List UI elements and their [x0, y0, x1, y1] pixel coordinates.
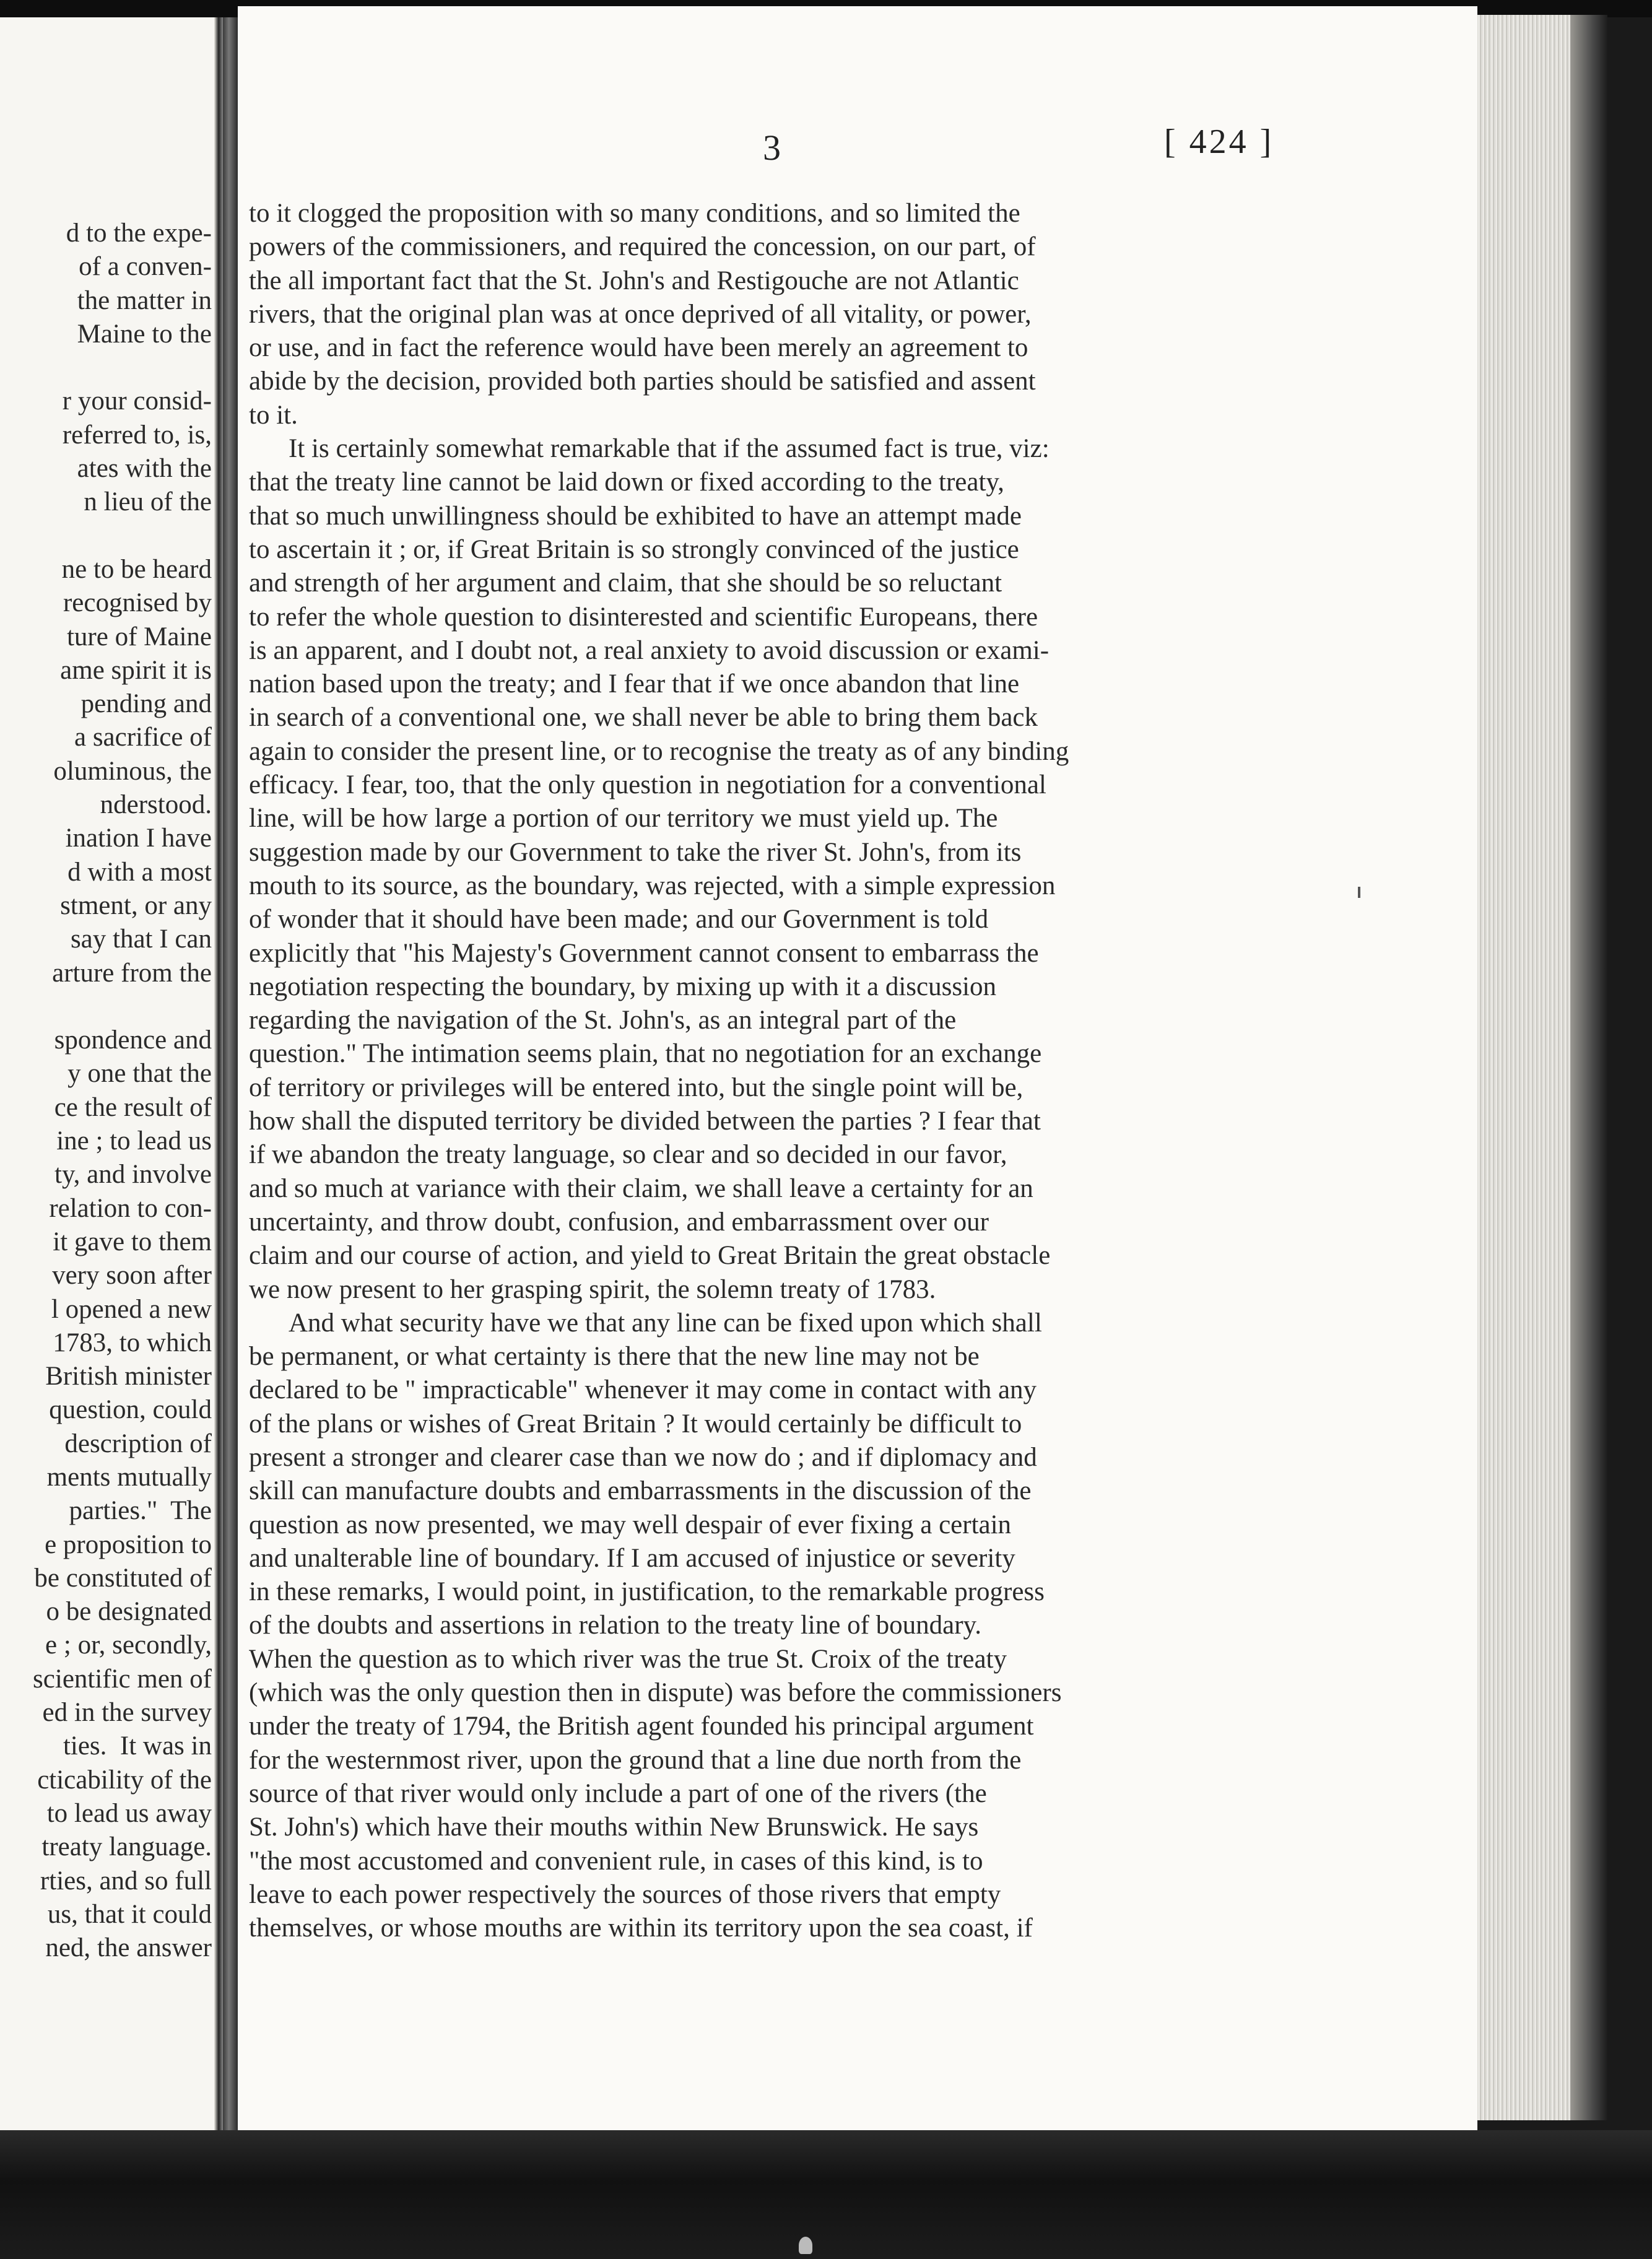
text-line: suggestion made by our Government to take the river St. John's, from its	[249, 837, 1022, 867]
left-page-line: oluminous, the	[53, 756, 212, 786]
text-line: mouth to its source, as the boundary, was rejected, with a simple expression	[249, 871, 1056, 900]
left-page-line: ne to be heard	[61, 554, 212, 584]
text-line: we now present to her grasping spirit, the solemn treaty of 1783.	[249, 1274, 936, 1304]
text-line: the all important fact that the St. John's and Restigouche are not Atlantic	[249, 266, 1019, 295]
text-line: of the doubts and assertions in relation to the treaty line of boundary.	[249, 1611, 982, 1640]
text-line: explicitly that "his Majesty's Government cannot consent to embarrass the	[249, 938, 1039, 968]
left-page-line: cticability of the	[37, 1765, 212, 1795]
text-line: under the treaty of 1794, the British agent founded his principal argument	[249, 1712, 1034, 1741]
left-page-line: ed in the survey	[42, 1698, 212, 1728]
left-page-line: question, could	[42, 1395, 212, 1425]
left-page-line: e proposition to	[45, 1530, 212, 1559]
left-page-line: ination I have	[65, 824, 212, 853]
text-line: skill can manufacture doubts and embarrassments in the discussion of the	[249, 1476, 1032, 1506]
text-line: uncertainty, and throw doubt, confusion, and embarrassment over our	[249, 1207, 989, 1237]
text-line: to ascertain it ; or, if Great Britain is so strongly convinced of the justice	[249, 534, 1019, 564]
text-line: and so much at variance with their claim, we shall leave a certainty for an	[249, 1173, 1033, 1203]
text-line: And what security have we that any line can be fixed upon which shall	[289, 1308, 1042, 1338]
text-line: if we abandon the treaty language, so clear and so decided in our favor,	[249, 1140, 1007, 1170]
text-line: source of that river would only include a part of one of the rivers (the	[249, 1778, 987, 1808]
text-line: When the question as to which river was the true St. Croix of the treaty	[249, 1644, 1007, 1674]
book-gutter	[223, 17, 238, 2130]
text-line: is an apparent, and I doubt not, a real anxiety to avoid discussion or exami-	[249, 635, 1050, 665]
body-text	[249, 197, 1328, 1945]
text-line: line, will be how large a portion of our territory we must yield up. The	[249, 804, 998, 834]
text-line: regarding the navigation of the St. John's, as an integral part of the	[249, 1006, 957, 1035]
text-line: abide by the decision, provided both parties should be satisfied and assent	[249, 367, 1036, 396]
left-page-line: 1783, to which	[53, 1328, 212, 1357]
scanner-clip-mark	[799, 2237, 812, 2254]
text-line: to it.	[249, 400, 298, 430]
left-page-line: relation to con-	[49, 1193, 212, 1223]
left-page-line: treaty language.	[41, 1832, 212, 1862]
stacked-page-edges	[1477, 15, 1570, 2120]
left-page-line: British minister	[45, 1362, 212, 1391]
left-page-line: ame spirit it is	[60, 655, 212, 685]
left-page-line: nderstood.	[100, 790, 212, 820]
text-line: and strength of her argument and claim, that she should be so reluctant	[249, 568, 1002, 598]
left-page-line: d to the expe-	[66, 219, 212, 248]
left-page-line: us, that it could	[47, 1899, 212, 1929]
left-page-line: ture of Maine	[66, 622, 212, 651]
text-line: efficacy. I fear, too, that the only question in negotiation for a conventional	[249, 770, 1046, 800]
left-page-line: o be designated	[46, 1597, 212, 1627]
left-page-line: referred to, is,	[62, 420, 212, 450]
left-page-line: ates with the	[77, 454, 212, 484]
text-line: (which was the only question then in dispute) was before the commissioners	[249, 1678, 1062, 1708]
text-line: of the plans or wishes of Great Britain ? It would certainly be difficult to	[249, 1409, 1022, 1439]
book-edge-shadow	[1570, 15, 1607, 2120]
document-reference-number: [ 424 ]	[1164, 123, 1274, 161]
text-line: be permanent, or what certainty is there that the new line may not be	[249, 1342, 980, 1372]
text-line: for the westernmost river, upon the ground that a line due north from the	[249, 1745, 1022, 1775]
left-page-line	[0, 520, 212, 553]
text-line: in these remarks, I would point, in justification, to the remarkable progress	[249, 1577, 1045, 1607]
left-page-line: ned, the answer	[45, 1933, 212, 1963]
text-line: that so much unwillingness should be exhibited to have an attempt made	[249, 501, 1022, 531]
left-page-line: ty, and involve	[54, 1160, 212, 1190]
page-fold-shadow	[214, 17, 223, 2130]
text-line: or use, and in fact the reference would have been merely an agreement to	[249, 333, 1028, 363]
text-line: "the most accustomed and convenient rule, in cases of this kind, is to	[249, 1846, 983, 1876]
text-line: St. John's) which have their mouths within New Brunswick. He says	[249, 1813, 979, 1842]
left-page-line: Maine to the	[70, 319, 212, 349]
left-page-line	[0, 990, 212, 1024]
left-page-line: say that I can	[64, 925, 212, 954]
text-line: declared to be " impracticable" whenever it may come in contact with any	[249, 1375, 1037, 1405]
left-page-line: of a conven-	[72, 252, 212, 282]
left-page-line: the matter in	[70, 285, 212, 315]
left-page-line: r your consid-	[62, 386, 212, 416]
left-page-line: recognised by	[63, 588, 212, 618]
text-line: that the treaty line cannot be laid down or fixed according to the treaty,	[249, 468, 1004, 497]
text-line: in search of a conventional one, we shall never be able to bring them back	[249, 703, 1038, 733]
text-line: to refer the whole question to disinterested and scientific Europeans, there	[249, 602, 1038, 632]
page-number: 3	[763, 128, 781, 168]
scan-bottom-border	[0, 2130, 1652, 2259]
text-line: nation based upon the treaty; and I fear that if we once abandon that line	[249, 669, 1020, 699]
left-page-line: to lead us away	[46, 1798, 212, 1828]
left-page-line: y one that the	[67, 1059, 212, 1089]
text-line: how shall the disputed territory be divided between the parties ? I fear that	[249, 1107, 1041, 1136]
left-page-line: stment, or any	[60, 890, 212, 920]
left-page-line: pending and	[74, 689, 212, 719]
left-page-line: ce the result of	[54, 1092, 212, 1122]
text-line: powers of the commissioners, and required the concession, on our part, of	[249, 232, 1036, 262]
left-page-line: ties. It was in	[63, 1731, 212, 1761]
left-facing-page	[0, 17, 223, 2130]
left-page-line: very soon after	[52, 1261, 212, 1291]
left-page-line: rties, and so full	[40, 1866, 212, 1896]
text-line: negotiation respecting the boundary, by mixing up with it a discussion	[249, 972, 997, 1001]
text-line: of wonder that it should have been made; and our Government is told	[249, 905, 989, 934]
left-page-line: description of	[58, 1429, 212, 1458]
text-line: to it clogged the proposition with so many conditions, and so limited the	[249, 199, 1020, 228]
margin-pencil-mark	[1358, 887, 1360, 898]
text-line: themselves, or whose mouths are within its territory upon the sea coast, if	[249, 1913, 1033, 1943]
text-line: It is certainly somewhat remarkable that if the assumed fact is true, viz:	[289, 434, 1050, 464]
left-page-line	[0, 351, 212, 385]
text-line: of territory or privileges will be entered into, but the single point will be,	[249, 1073, 1024, 1102]
text-line: question." The intimation seems plain, that no negotiation for an exchange	[249, 1039, 1042, 1069]
text-line: present a stronger and clearer case than we now do ; and if diplomacy and	[249, 1442, 1037, 1472]
left-page-line: arture from the	[52, 958, 212, 988]
text-line: leave to each power respectively the sources of those rivers that empty	[249, 1879, 1001, 1909]
left-page-line: e ; or, secondly,	[45, 1630, 212, 1660]
left-page-line: ine ; to lead us	[56, 1126, 212, 1156]
left-page-line: ments mutually	[46, 1462, 212, 1492]
left-page-line: l opened a new	[51, 1294, 212, 1324]
text-line: and unalterable line of boundary. If I am accused of injustice or severity	[249, 1543, 1015, 1573]
left-page-line: be constituted of	[34, 1563, 212, 1593]
text-line: claim and our course of action, and yield to Great Britain the great obstacle	[249, 1241, 1051, 1271]
left-page-line: n lieu of the	[84, 487, 212, 517]
left-page-line: it gave to them	[53, 1227, 212, 1256]
text-line: question as now presented, we may well despair of ever fixing a certain	[249, 1510, 1012, 1539]
left-page-text	[0, 217, 212, 1965]
left-page-line: a sacrifice of	[67, 723, 212, 752]
left-page-line: spondence and	[54, 1025, 212, 1055]
text-line: again to consider the present line, or to recognise the treaty as of any binding	[249, 736, 1069, 766]
left-page-line: d with a most	[67, 857, 212, 887]
text-line: rivers, that the original plan was at once deprived of all vitality, or power,	[249, 299, 1032, 329]
left-page-line: scientific men of	[33, 1664, 212, 1694]
left-page-line: parties." The	[62, 1496, 212, 1526]
